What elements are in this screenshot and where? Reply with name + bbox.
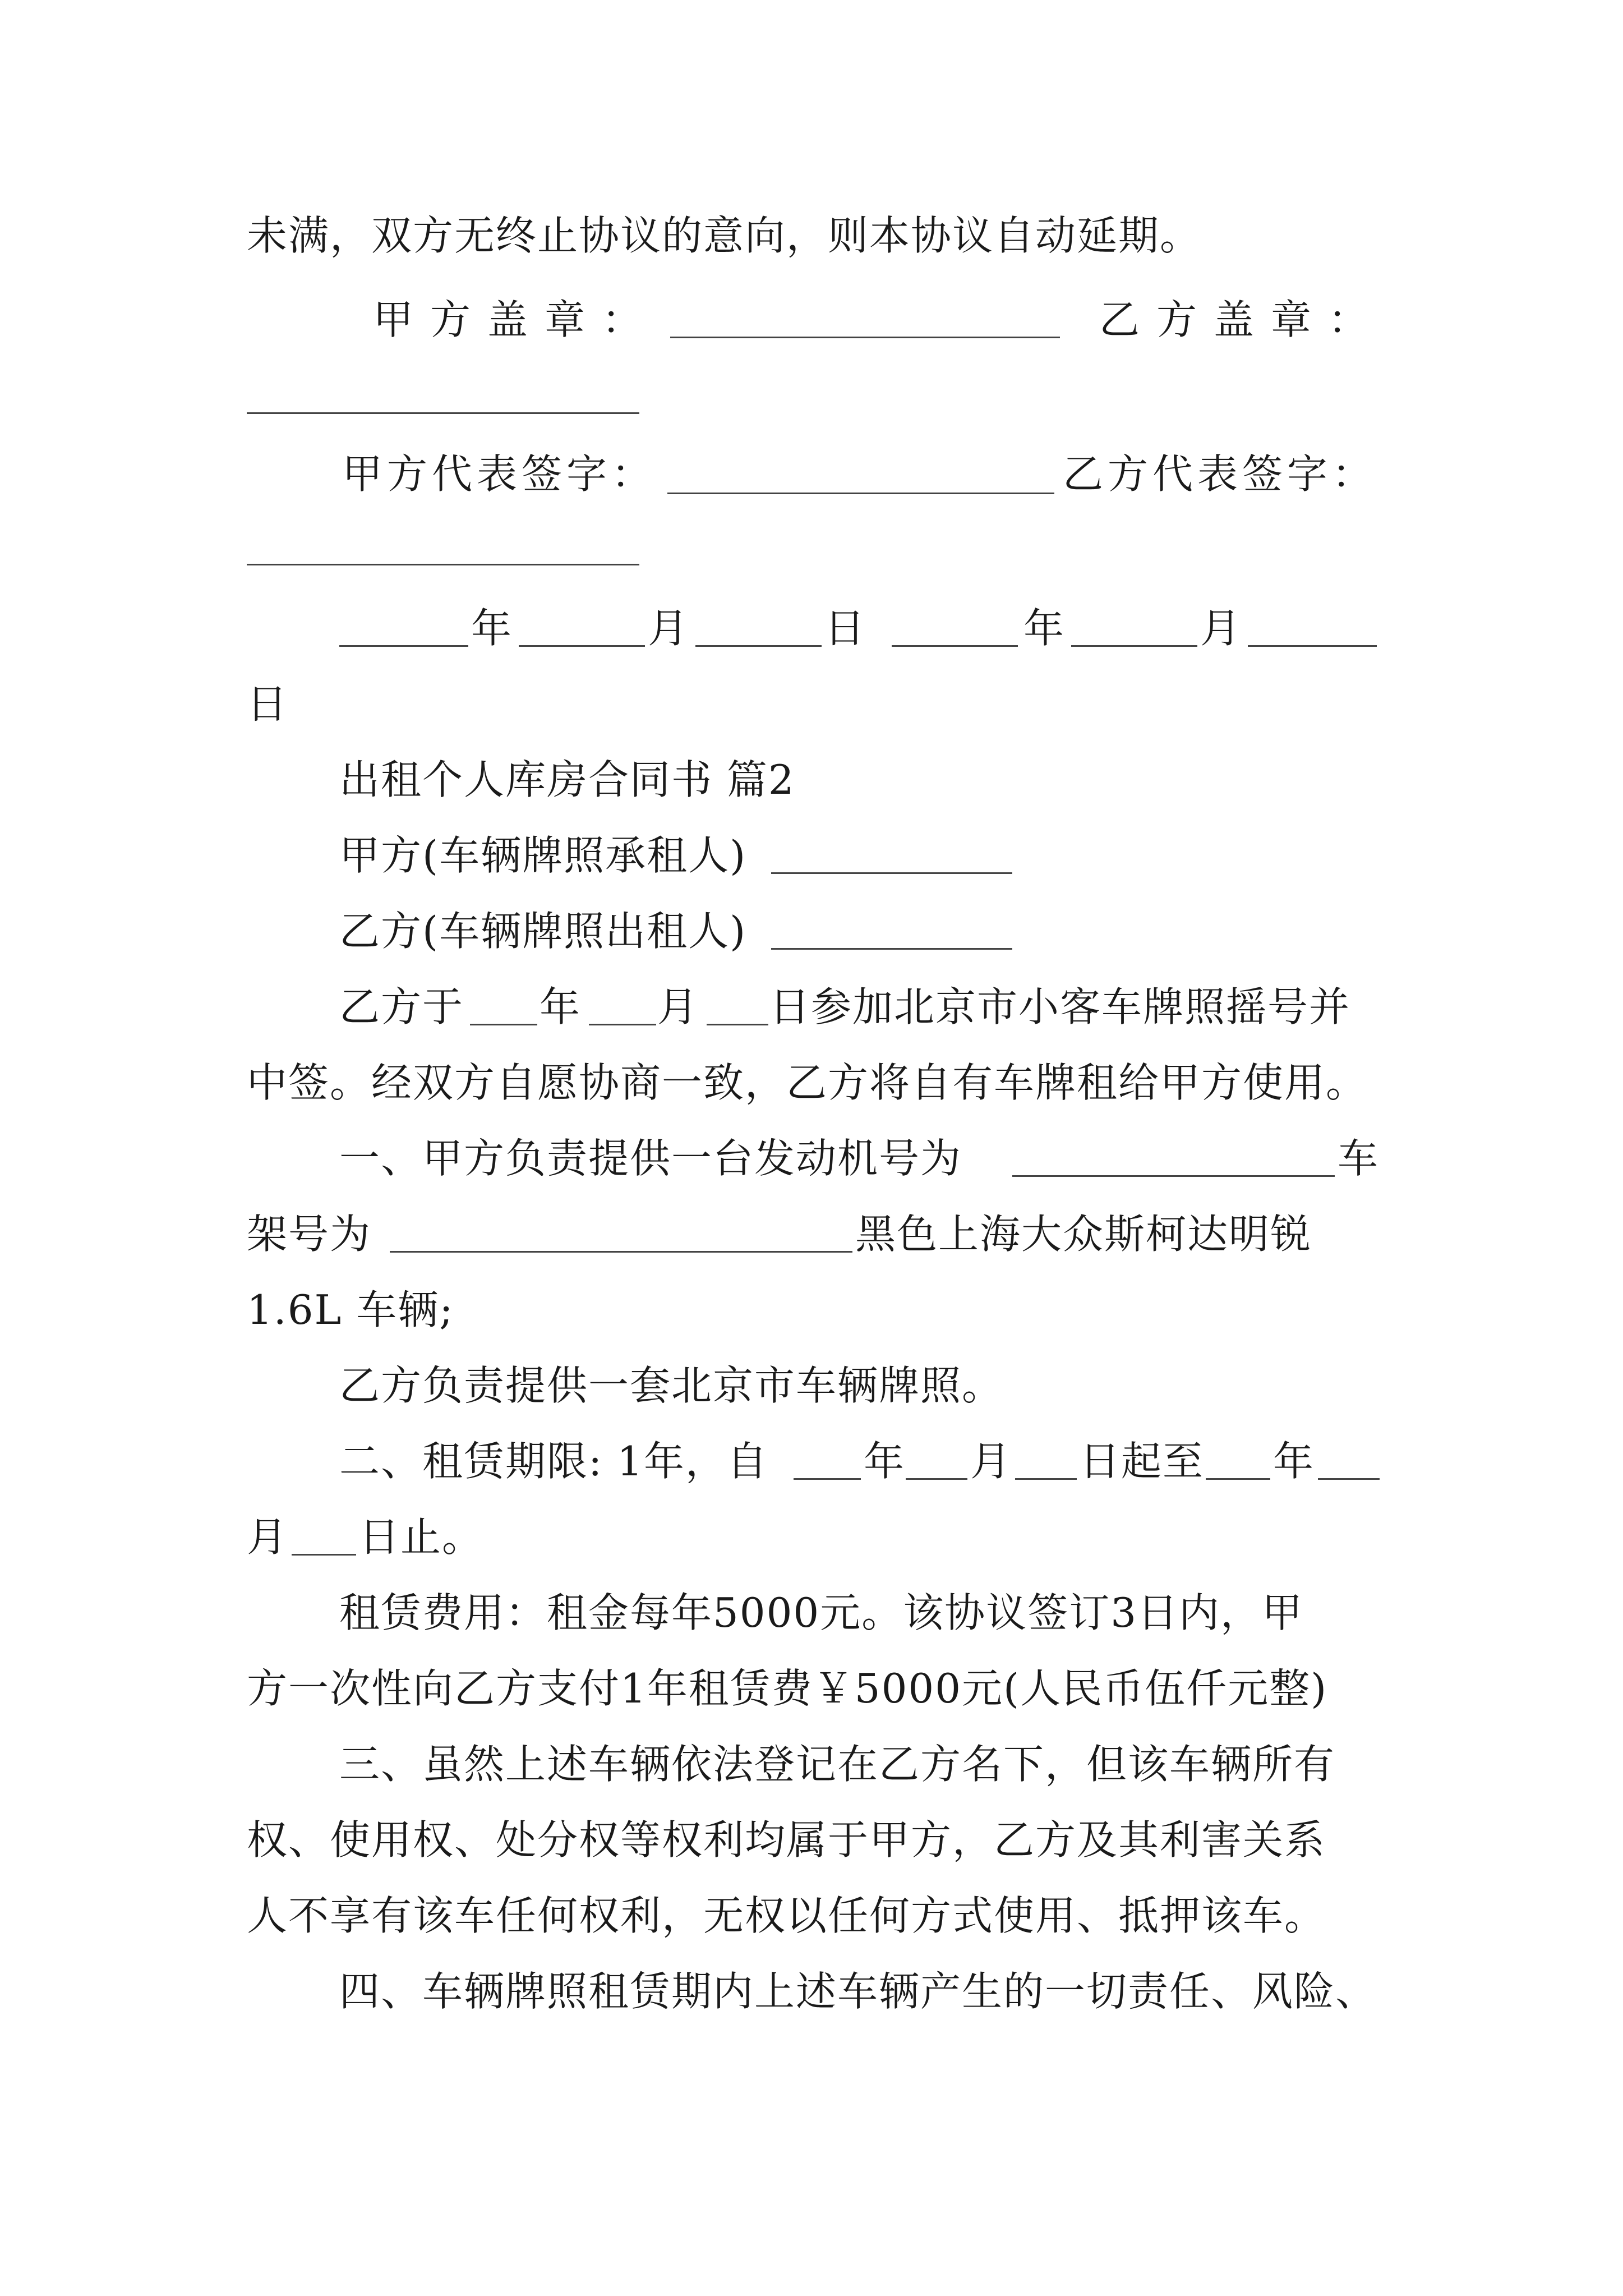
text-line: 租赁费用：租金每年5000元。该协议签订3日内，甲 (339, 1589, 1304, 1636)
seal-label-b: 乙方盖章： (1099, 296, 1386, 343)
text-line: 人不享有该车任何权利，无权以任何方式使用、抵押该车。 (247, 1892, 1326, 1939)
section-title: 出租个人库房合同书 篇2 (339, 756, 795, 803)
text-line: 中签。经双方自愿协商一致，乙方将自有车牌租给甲方使用。 (247, 1059, 1368, 1106)
blank (906, 1478, 967, 1480)
sign-blank-b (247, 564, 639, 565)
date-blank (892, 645, 1018, 647)
blank (794, 1478, 861, 1480)
text-line: 日参加北京市小客车牌照摇号并 (769, 983, 1351, 1030)
text-line: 日起至 (1080, 1438, 1205, 1485)
text-line: 乙方负责提供一套北京市车辆牌照。 (339, 1362, 1004, 1409)
blank (1012, 1175, 1335, 1177)
text-line: 黑色上海大众斯柯达明锐 (855, 1211, 1312, 1258)
blank (589, 1024, 656, 1025)
text-line: 二、租赁期限: 1年，自 (339, 1438, 768, 1485)
text-line: 权、使用权、处分权等权利均属于甲方，乙方及其利害关系 (247, 1816, 1326, 1864)
blank (292, 1554, 356, 1556)
text-line: 年 (864, 1438, 906, 1485)
text-line: 四、车辆牌照租赁期内上述车辆产生的一切责任、风险、 (339, 1968, 1377, 2015)
date-blank (339, 645, 468, 647)
text-line: 乙方于 (339, 983, 464, 1030)
blank (1206, 1478, 1270, 1480)
date-day-label: 日 (824, 605, 866, 652)
seal-label-a: 甲方盖章： (373, 296, 660, 343)
text-line: 架号为 (247, 1211, 372, 1258)
date-blank (695, 645, 822, 647)
text-line: 方一次性向乙方支付1年租赁费￥5000元(人民币伍仟元整) (247, 1665, 1328, 1712)
text-line: 日止。 (359, 1513, 484, 1561)
date-month-label: 月 (1200, 605, 1242, 652)
text-line: 月 (657, 983, 699, 1030)
sign-label-a: 甲方代表签字： (342, 450, 657, 498)
text-line: 未满，双方无终止协议的意向，则本协议自动延期。 (247, 212, 1202, 259)
party-b-blank (771, 948, 1012, 950)
sign-label-b: 乙方代表签字： (1063, 450, 1377, 498)
sign-blank-a (667, 493, 1054, 494)
party-a-label: 甲方(车辆牌照承租人) (339, 832, 747, 879)
text-line: 月 (247, 1513, 289, 1561)
date-month-label: 月 (648, 605, 690, 652)
text-line: 三、虽然上述车辆依法登记在乙方名下，但该车辆所有 (339, 1741, 1336, 1788)
text-line: 年 (1273, 1438, 1315, 1485)
seal-blank-b (247, 412, 639, 414)
blank (707, 1024, 768, 1025)
date-year-label: 年 (471, 605, 513, 652)
blank (1318, 1478, 1380, 1480)
blank (1015, 1478, 1077, 1480)
date-blank (519, 645, 645, 647)
text-line: 1.6L 车辆; (247, 1286, 454, 1333)
date-year-label: 年 (1023, 605, 1066, 652)
text-line: 车 (1338, 1135, 1380, 1182)
date-blank (1071, 645, 1197, 647)
blank (390, 1251, 852, 1253)
date-blank (1248, 645, 1377, 647)
seal-blank-a (670, 337, 1060, 338)
party-b-label: 乙方(车辆牌照出租人) (339, 908, 747, 955)
date-day-label: 日 (247, 680, 289, 728)
text-line: 月 (970, 1438, 1012, 1485)
blank (470, 1024, 537, 1025)
text-line: 一、甲方负责提供一台发动机号为 (339, 1135, 962, 1182)
party-a-blank (771, 872, 1012, 874)
text-line: 年 (540, 983, 582, 1030)
